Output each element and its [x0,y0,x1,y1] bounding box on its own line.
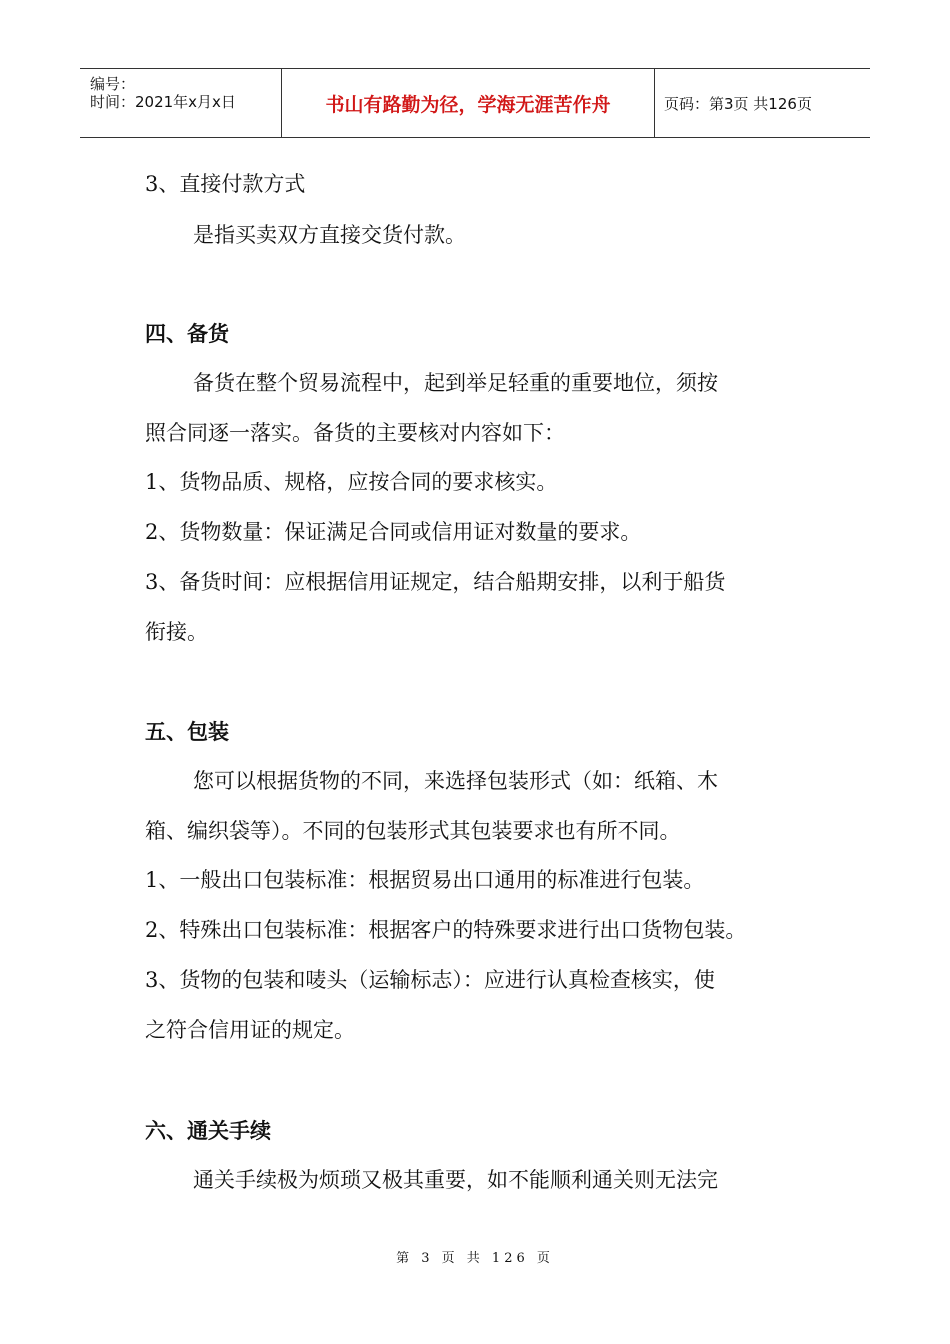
section6-heading: 六、通关手续 [145,1119,271,1143]
section5-paragraph-line1: 您可以根据货物的不同，来选择包装形式（如：纸箱、木 [193,769,718,793]
section5-item1: 1、一般出口包装标准：根据贸易出口通用的标准进行包装。 [145,868,705,892]
page-header [80,68,870,138]
document-date-label: 时间：2021年x月x日 [90,93,236,111]
section4-heading: 四、备货 [145,322,229,346]
section4-item3-line1: 3、备货时间：应根据信用证规定，结合船期安排，以利于船货 [145,570,726,594]
page-footer: 第 3 页 共 126 页 [396,1251,554,1266]
document-number-label: 编号： [90,75,136,93]
section5-item2: 2、特殊出口包装标准：根据客户的特殊要求进行出口货物包装。 [145,918,747,942]
header-meta [80,69,280,137]
header-motto: 书山有路勤为径，学海无涯苦作舟 [281,69,655,137]
section5-heading: 五、包装 [145,720,229,744]
section5-item3-line1: 3、货物的包装和唛头（运输标志）：应进行认真检查核实，使 [145,968,715,992]
section5-item3-line2: 之符合信用证的规定。 [145,1018,355,1042]
section5-paragraph-line2: 箱、编织袋等）。不同的包装形式其包装要求也有所不同。 [145,819,681,843]
header-page-info: 页码：第3页 共126页 [664,94,812,113]
item3-title: 3、直接付款方式 [145,172,306,196]
item3-description: 是指买卖双方直接交货付款。 [193,223,466,247]
section4-paragraph-line1: 备货在整个贸易流程中，起到举足轻重的重要地位，须按 [193,371,718,395]
section4-item1: 1、货物品质、规格，应按合同的要求核实。 [145,470,558,494]
section4-paragraph-line2: 照合同逐一落实。备货的主要核对内容如下： [145,421,565,445]
section4-item2: 2、货物数量：保证满足合同或信用证对数量的要求。 [145,520,642,544]
section6-paragraph-line1: 通关手续极为烦琐又极其重要，如不能顺利通关则无法完 [193,1168,718,1192]
section4-item3-line2: 衔接。 [145,620,208,644]
